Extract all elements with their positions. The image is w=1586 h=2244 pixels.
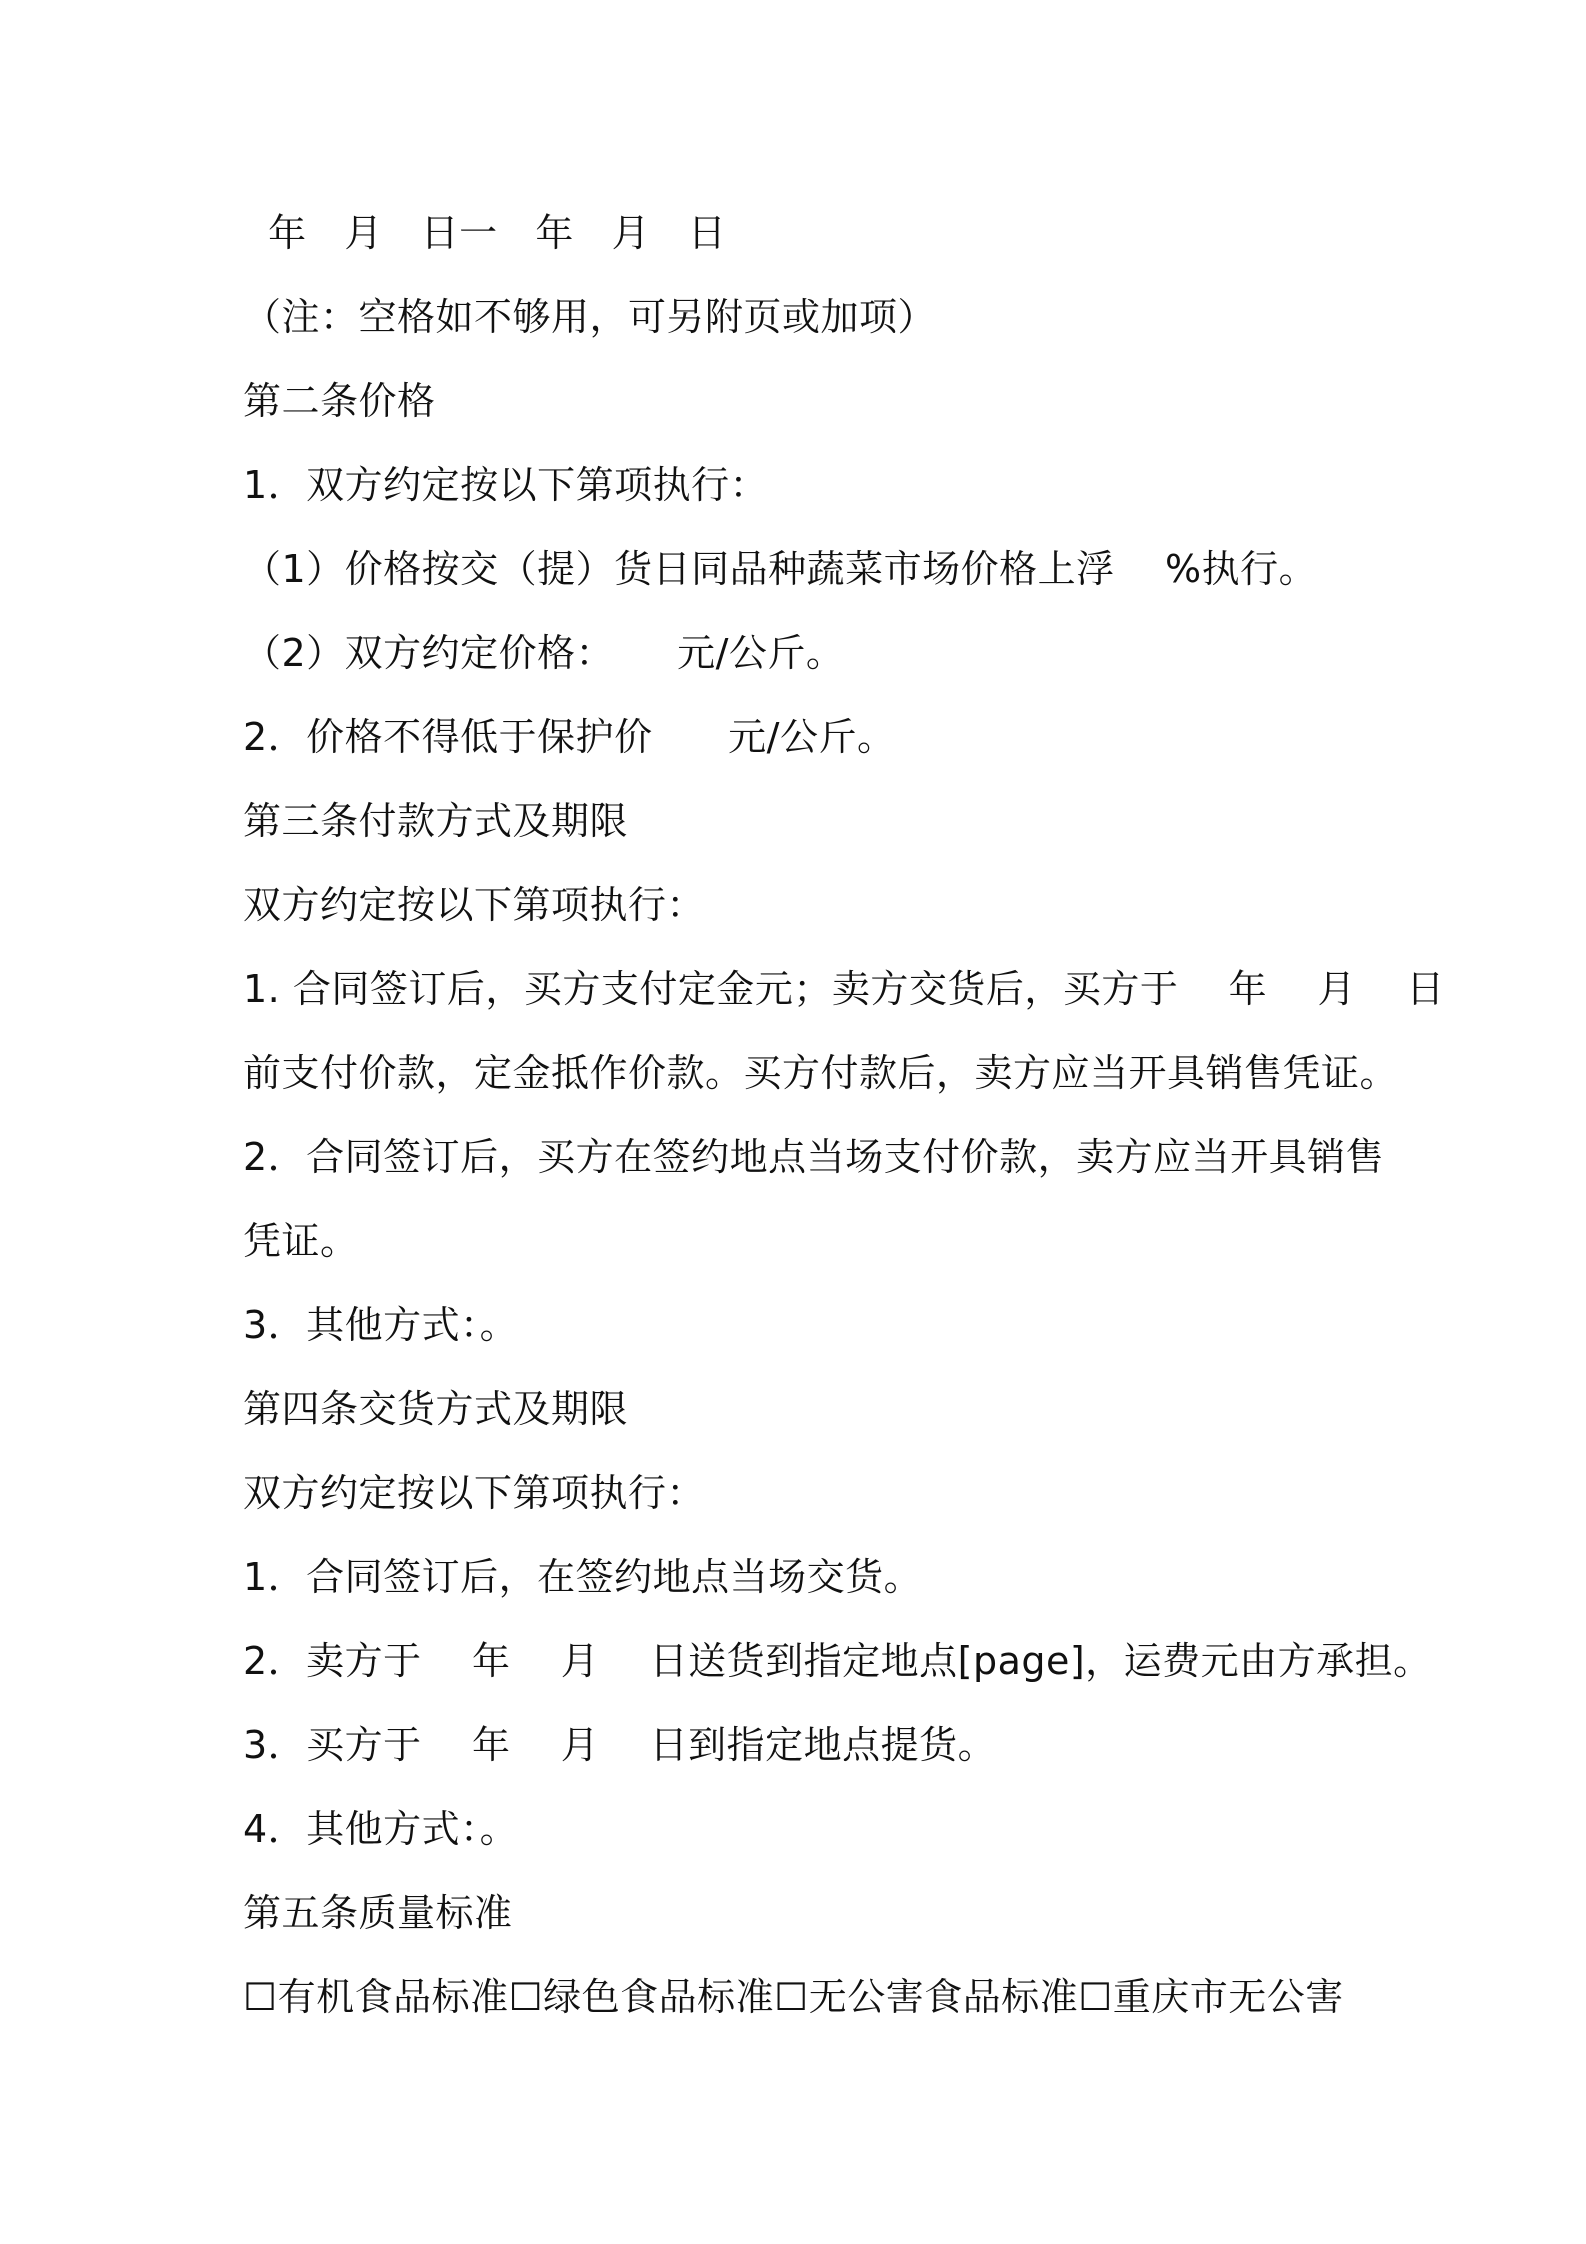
article-5-heading: 第五条质量标准 <box>243 1891 513 1935</box>
article-3-heading: 第三条付款方式及期限 <box>243 799 629 843</box>
delivery-clause-2: 2．卖方于 年 月 日送货到指定地点[page]，运费元由方承担。 <box>243 1639 1432 1683</box>
payment-intro: 双方约定按以下第项执行： <box>243 883 706 927</box>
note-line: （注：空格如不够用，可另附页或加项） <box>243 295 937 339</box>
article-2-heading: 第二条价格 <box>243 379 436 423</box>
date-range-line: 年 月 日一 年 月 日 <box>243 211 727 255</box>
delivery-clause-3: 3．买方于 年 月 日到指定地点提货。 <box>243 1723 997 1767</box>
payment-clause-3: 3．其他方式：。 <box>243 1303 519 1347</box>
delivery-clause-4: 4．其他方式：。 <box>243 1807 519 1851</box>
payment-clause-1: 1. 合同签订后，买方支付定金元；卖方交货后，买方于 年 月 日 <box>243 967 1445 1011</box>
payment-clause-2-cont: 凭证。 <box>243 1219 359 1263</box>
price-clause-2: 2．价格不得低于保护价 元/公斤。 <box>243 715 896 759</box>
quality-standards-line: ☐有机食品标准☐绿色食品标准☐无公害食品标准☐重庆市无公害 <box>243 1975 1344 2019</box>
price-clause-1: 1．双方约定按以下第项执行： <box>243 463 769 507</box>
payment-clause-2: 2．合同签订后，买方在签约地点当场支付价款，卖方应当开具销售 <box>243 1135 1385 1179</box>
delivery-intro: 双方约定按以下第项执行： <box>243 1471 706 1515</box>
article-4-heading: 第四条交货方式及期限 <box>243 1387 629 1431</box>
delivery-clause-1: 1．合同签订后，在签约地点当场交货。 <box>243 1555 923 1599</box>
payment-clause-1-cont: 前支付价款，定金抵作价款。买方付款后，卖方应当开具销售凭证。 <box>243 1051 1399 1095</box>
price-option-1: （1）价格按交（提）货日同品种蔬菜市场价格上浮 %执行。 <box>243 547 1318 591</box>
price-option-2: （2）双方约定价格： 元/公斤。 <box>243 631 845 675</box>
